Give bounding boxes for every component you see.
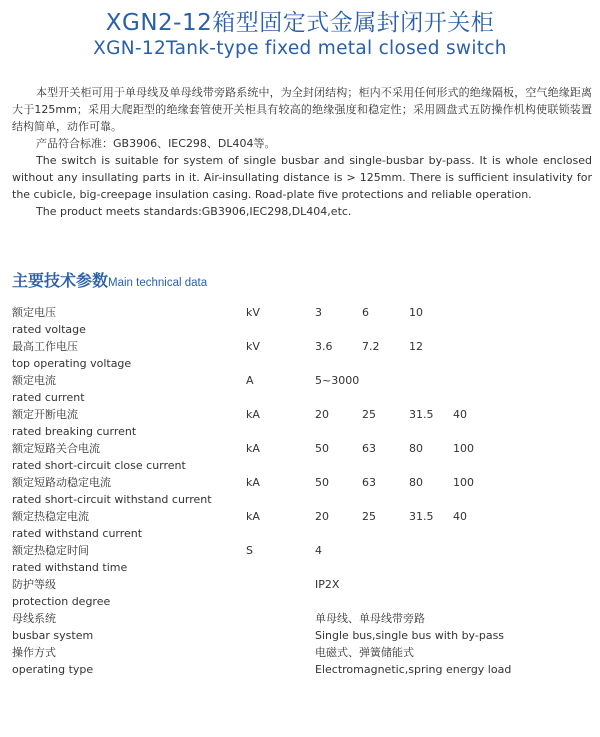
param-name-en: rated short-circuit withstand current: [12, 493, 212, 506]
intro-en-standards: The product meets standards:GB3906,IEC298,DL404,etc.: [36, 205, 352, 218]
param-row-en: [12, 423, 592, 440]
param-value-en: Single bus,single bus with by-pass: [315, 629, 505, 642]
param-row: [12, 372, 592, 389]
param-unit: kA: [246, 442, 260, 455]
param-unit: kA: [246, 476, 260, 489]
param-row: [12, 440, 592, 457]
param-row: [12, 304, 592, 321]
param-value: 单母线、单母线带旁路: [315, 612, 425, 625]
param-unit: kA: [246, 408, 260, 421]
param-unit: S: [246, 544, 253, 557]
param-row-en: [12, 355, 592, 372]
param-value: 12: [409, 340, 423, 353]
param-unit: A: [246, 374, 254, 387]
intro-cn-paragraph: 本型开关柜可用于单母线及单母线带旁路系统中，为全封闭结构；柜内不采用任何形式的绝缘隔板，空气绝缘距离大于125mm；采用大爬距型的绝缘套管使开关柜具有较高的绝缘强度和稳定性；采用圆盘式五防操作机构使联锁装置结构简单，动作可靠。: [12, 86, 592, 133]
param-row: [12, 644, 592, 661]
param-row-en: [12, 593, 592, 610]
param-name-cn: 额定短路关合电流: [12, 442, 100, 455]
param-row-en: [12, 627, 592, 644]
param-row-en: [12, 321, 592, 338]
param-row: [12, 474, 592, 491]
intro-text: [12, 84, 592, 220]
intro-en-paragraph: The switch is suitable for system of single busbar and single-busbar by-pass. It is whole enclosed without any insullating parts in it. Air-insullating distance is > 125mm. There is sufficient insulativity for the cubicle, big-creepage insulation casing. Road-plate five protections and reliable operation.: [12, 154, 592, 201]
param-row-en: [12, 457, 592, 474]
param-value: 100: [453, 476, 474, 489]
param-value: 3.6: [315, 340, 333, 353]
param-value: IP2X: [315, 578, 340, 591]
param-name-en: protection degree: [12, 595, 111, 608]
param-value: 50: [315, 442, 329, 455]
param-name-en: rated voltage: [12, 323, 86, 336]
param-name-cn: 母线系统: [12, 612, 56, 625]
param-name-cn: 额定开断电流: [12, 408, 78, 421]
param-name-en: rated withstand current: [12, 527, 143, 540]
param-row-en: [12, 389, 592, 406]
param-name-en: rated breaking current: [12, 425, 137, 438]
param-name-en: rated current: [12, 391, 85, 404]
param-row: [12, 610, 592, 627]
param-name-cn: 额定电压: [12, 306, 56, 319]
param-value: 25: [362, 510, 376, 523]
param-name-cn: 额定热稳定时间: [12, 544, 89, 557]
tech-data-table: [12, 304, 592, 678]
param-value: 25: [362, 408, 376, 421]
page-title: XGN2-12箱型固定式金属封闭开关柜: [105, 10, 495, 36]
param-unit: kV: [246, 340, 260, 353]
param-name-en: rated short-circuit close current: [12, 459, 186, 472]
param-value: 20: [315, 510, 329, 523]
param-value: 7.2: [362, 340, 380, 353]
section-title-en: Main technical data: [108, 277, 208, 289]
param-value: 80: [409, 442, 423, 455]
param-unit: kV: [246, 306, 260, 319]
param-row-en: [12, 559, 592, 576]
param-name-cn: 最高工作电压: [12, 340, 78, 353]
param-name-cn: 防护等级: [12, 578, 56, 591]
param-value: 40: [453, 510, 467, 523]
param-name-cn: 额定电流: [12, 374, 56, 387]
param-value: 31.5: [409, 510, 434, 523]
param-name-cn: 操作方式: [12, 646, 56, 659]
param-row: [12, 542, 592, 559]
param-name-en: rated withstand time: [12, 561, 128, 574]
param-value: 10: [409, 306, 423, 319]
param-value: 50: [315, 476, 329, 489]
param-name-en: operating type: [12, 663, 94, 676]
param-value: 31.5: [409, 408, 434, 421]
param-row-en: [12, 491, 592, 508]
param-value: 6: [362, 306, 369, 319]
param-value: 40: [453, 408, 467, 421]
param-value: 63: [362, 442, 376, 455]
param-row: [12, 338, 592, 355]
param-value-en: Electromagnetic,spring energy load: [315, 663, 512, 676]
param-value: 5~3000: [315, 374, 360, 387]
param-unit: kA: [246, 510, 260, 523]
param-value: 100: [453, 442, 474, 455]
section-title-cn: 主要技术参数: [12, 271, 109, 290]
param-row: [12, 508, 592, 525]
param-value: 4: [315, 544, 322, 557]
param-name-cn: 额定热稳定电流: [12, 510, 89, 523]
param-row-en: [12, 525, 592, 542]
page-subtitle: XGN-12Tank-type fixed metal closed switch: [93, 38, 507, 59]
param-name-en: busbar system: [12, 629, 94, 642]
section-title: [12, 268, 207, 291]
param-value: 63: [362, 476, 376, 489]
param-value: 3: [315, 306, 322, 319]
param-value: 20: [315, 408, 329, 421]
param-row: [12, 406, 592, 423]
param-row-en: [12, 661, 592, 678]
param-name-en: top operating voltage: [12, 357, 132, 370]
param-name-cn: 额定短路动稳定电流: [12, 476, 111, 489]
param-value: 电磁式、弹簧储能式: [315, 646, 414, 659]
param-value: 80: [409, 476, 423, 489]
param-row: [12, 576, 592, 593]
intro-cn-standards: 产品符合标准：GB3906、IEC298、DL404等。: [36, 137, 276, 150]
